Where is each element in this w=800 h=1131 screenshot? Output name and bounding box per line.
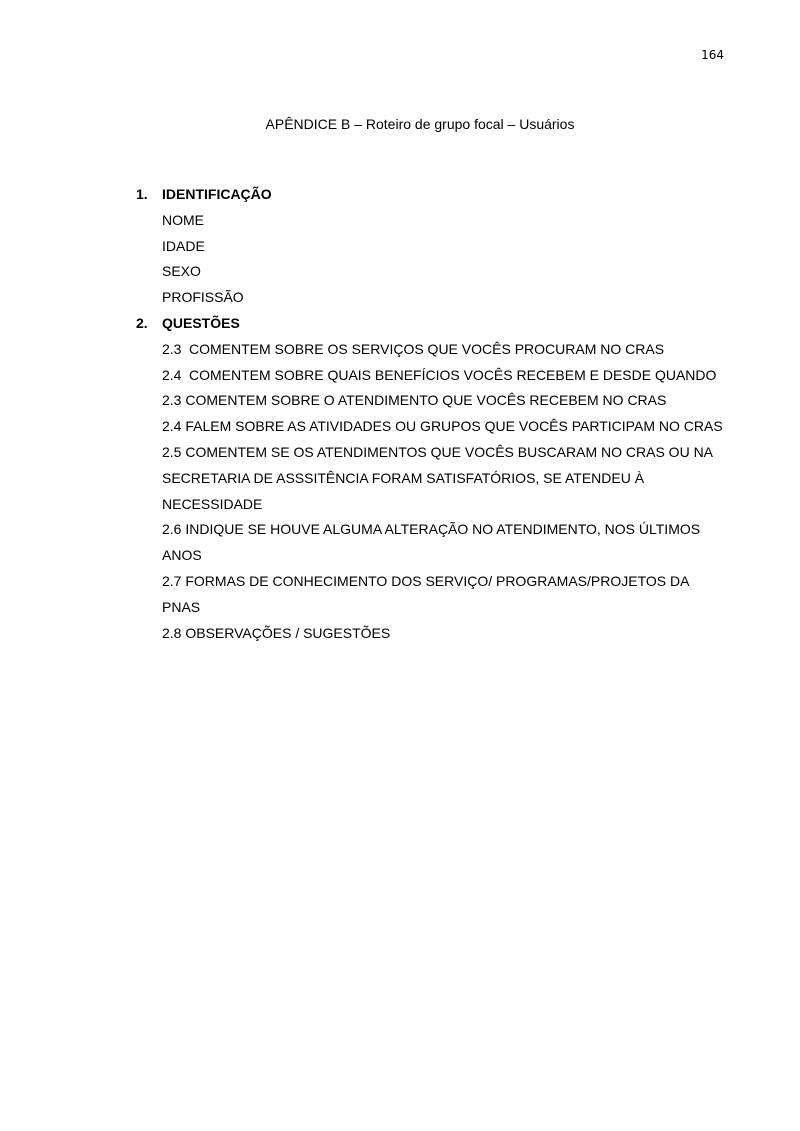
field-nome: NOME: [162, 211, 204, 228]
question-item: [136, 337, 726, 363]
section-identificacao-heading: [136, 182, 726, 208]
section-number: 2.: [136, 314, 148, 331]
field-profissao: PROFISSÃO: [162, 289, 244, 306]
page-number: 164: [701, 48, 724, 62]
question-paragraph: 2.3 COMENTEM SOBRE O ATENDIMENTO QUE VOCÊS RECEBEM NO CRAS: [162, 392, 667, 409]
field-idade: IDADE: [162, 237, 205, 254]
question-item: [136, 363, 726, 389]
appendix-title: APÊNDICE B – Roteiro de grupo focal – Usuários: [265, 116, 575, 132]
question-text: COMENTEM SOBRE OS SERVIÇOS QUE VOCÊS PROCURAM NO CRAS: [189, 340, 665, 357]
question-paragraph: 2.7 FORMAS DE CONHECIMENTO DOS SERVIÇO/ PROGRAMAS/PROJETOS DA PNAS: [162, 572, 689, 615]
question-number: 2.3: [162, 340, 182, 357]
section-title: QUESTÕES: [162, 314, 240, 331]
section-title: IDENTIFICAÇÃO: [162, 186, 272, 202]
question-paragraph: 2.6 INDIQUE SE HOUVE ALGUMA ALTERAÇÃO NO ATENDIMENTO, NOS ÚLTIMOS ANOS: [162, 521, 701, 564]
question-paragraph: 2.4 FALEM SOBRE AS ATIVIDADES OU GRUPOS QUE VOCÊS PARTICIPAM NO CRAS: [162, 418, 723, 435]
section-questoes-heading: [136, 311, 726, 337]
question-text: COMENTEM SOBRE QUAIS BENEFÍCIOS VOCÊS RECEBEM E DESDE QUANDO: [189, 366, 717, 383]
question-paragraph: 2.8 OBSERVAÇÕES / SUGESTÕES: [162, 624, 391, 641]
section-number: 1.: [136, 186, 148, 202]
document-body: [136, 182, 726, 646]
question-paragraph: 2.5 COMENTEM SE OS ATENDIMENTOS QUE VOCÊS BUSCARAM NO CRAS OU NA SECRETARIA DE ASSSITÊNCIA FORAM SATISFATÓRIOS, SE ATENDEU À NECESSIDADE: [162, 443, 713, 512]
field-sexo: SEXO: [162, 263, 201, 280]
question-number: 2.4: [162, 366, 182, 383]
